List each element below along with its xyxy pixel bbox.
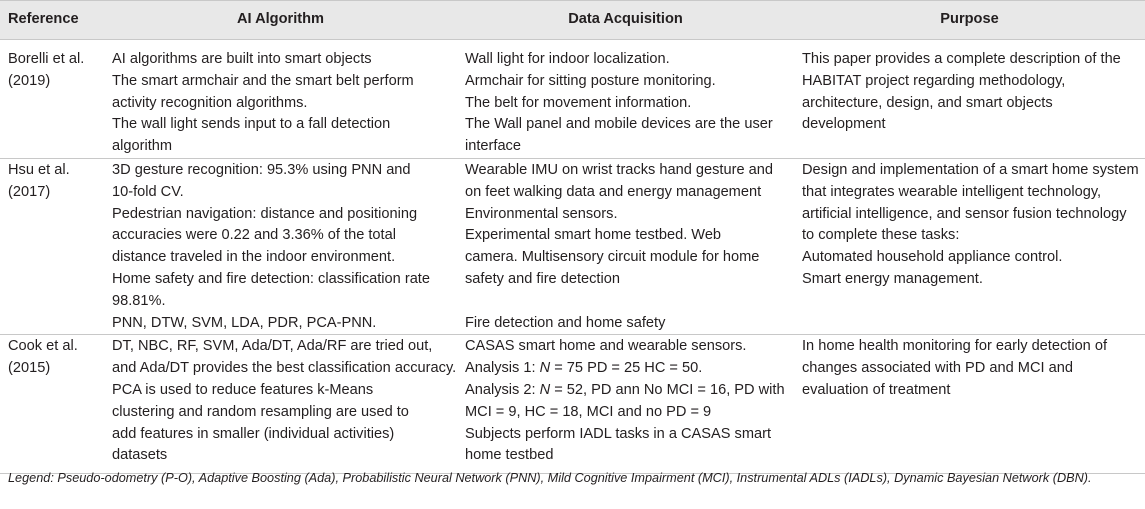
cell-line: Environmental sensors.: [465, 205, 618, 222]
cell-line: (2019): [8, 72, 51, 89]
cell-line: This paper provides a complete description of the: [802, 51, 1121, 67]
cell-line: activity recognition algorithms.: [112, 94, 308, 111]
cell-line: Pedestrian navigation: distance and positioning: [112, 205, 418, 222]
table-row: [0, 40, 1145, 159]
cell-line: Automated household appliance control.: [802, 249, 1063, 266]
cell-line: evaluation of treatment: [802, 381, 951, 398]
header-reference: Reference: [0, 1, 104, 40]
cell-line: to complete these tasks:: [802, 227, 960, 244]
cell-line: datasets: [112, 447, 168, 464]
cell-data-acquisition: [457, 335, 794, 474]
cell-line: Armchair for sitting posture monitoring.: [465, 72, 716, 89]
cell-line: (2017): [8, 183, 51, 200]
cell-line: add features in smaller (individual activities): [112, 425, 395, 442]
cell-line: Home safety and fire detection: classification rate: [112, 270, 430, 287]
cell-line: Analysis 1: N = 75 PD = 25 HC = 50.: [465, 360, 703, 377]
cell-purpose: [794, 158, 1145, 334]
cell-line: The Wall panel and mobile devices are the user: [465, 116, 773, 133]
table-body: [0, 40, 1145, 474]
cell-data-acquisition: [457, 40, 794, 159]
cell-data-acquisition: [457, 158, 794, 334]
cell-line: Subjects perform IADL tasks in a CASAS smart: [465, 425, 772, 442]
cell-line: The wall light sends input to a fall detection: [112, 116, 391, 133]
cell-line: PNN, DTW, SVM, LDA, PDR, PCA-PNN.: [112, 314, 377, 331]
table-row: [0, 158, 1145, 334]
cell-line: Fire detection and home safety: [465, 314, 666, 331]
cell-purpose: [794, 335, 1145, 474]
cell-line: HABITAT project regarding methodology,: [802, 72, 1066, 89]
cell-line: artificial intelligence, and sensor fusion technology: [802, 205, 1127, 222]
cell-line: 98.81%.: [112, 292, 166, 309]
cell-line: Hsu et al.: [8, 161, 70, 178]
header-data-acquisition: Data Acquisition: [457, 1, 794, 40]
table-row: [0, 335, 1145, 474]
cell-line: Wall light for indoor localization.: [465, 51, 670, 67]
cell-line: PCA is used to reduce features k-Means: [112, 381, 374, 398]
table-header: [0, 1, 1145, 40]
cell-line: Design and implementation of a smart home system: [802, 161, 1139, 178]
cell-line: AI algorithms are built into smart objects: [112, 51, 372, 67]
cell-line: development: [802, 116, 886, 133]
cell-line: Borelli et al.: [8, 51, 85, 67]
cell-line: The smart armchair and the smart belt perform: [112, 72, 414, 89]
cell-line: clustering and random resampling are used to: [112, 403, 409, 420]
cell-line: The belt for movement information.: [465, 94, 692, 111]
cell-line: [465, 291, 786, 313]
cell-line: accuracies were 0.22 and 3.36% of the total: [112, 227, 396, 244]
cell-line: architecture, design, and smart objects: [802, 94, 1053, 111]
cell-line: MCI = 9, HC = 18, MCI and no PD = 9: [465, 403, 712, 420]
cell-line: Analysis 2: N = 52, PD ann No MCI = 16, PD with: [465, 381, 785, 398]
cell-line: 3D gesture recognition: 95.3% using PNN and: [112, 161, 411, 178]
cell-purpose: [794, 40, 1145, 159]
cell-line: (2015): [8, 360, 51, 377]
cell-line: distance traveled in the indoor environment.: [112, 249, 396, 266]
cell-line: and Ada/DT provides the best classification accuracy.: [112, 360, 457, 377]
table-legend: Legend: Pseudo-odometry (P-O), Adaptive Boosting (Ada), Probabilistic Neural Network (PNN), Mild Cognitive Impairment (MCI), Instrumental ADLs (IADLs), Dynamic Bayesian Network (DBN).: [8, 471, 1092, 485]
cell-line: that integrates wearable intelligent technology,: [802, 183, 1102, 200]
cell-line: Cook et al.: [8, 338, 78, 355]
cell-line: on feet walking data and energy management: [465, 183, 762, 200]
cell-ai-algorithm: [104, 158, 457, 334]
cell-line: CASAS smart home and wearable sensors.: [465, 338, 747, 355]
header-purpose: Purpose: [794, 1, 1145, 40]
cell-reference: [0, 158, 104, 334]
header-ai-algorithm: AI Algorithm: [104, 1, 457, 40]
cell-line: algorithm: [112, 138, 173, 155]
cell-reference: [0, 40, 104, 159]
cell-line: camera. Multisensory circuit module for home: [465, 249, 760, 266]
cell-ai-algorithm: [104, 40, 457, 159]
cell-line: DT, NBC, RF, SVM, Ada/DT, Ada/RF are tried out,: [112, 338, 433, 355]
cell-line: In home health monitoring for early detection of: [802, 338, 1108, 355]
cell-line: interface: [465, 138, 521, 155]
cell-ai-algorithm: [104, 335, 457, 474]
cell-line: Smart energy management.: [802, 270, 983, 287]
cell-line: Wearable IMU on wrist tracks hand gesture and: [465, 161, 773, 178]
cell-line: Experimental smart home testbed. Web: [465, 227, 722, 244]
cell-line: home testbed: [465, 447, 554, 464]
cell-line: safety and fire detection: [465, 270, 620, 287]
cell-line: 10-fold CV.: [112, 183, 184, 200]
cell-line: changes associated with PD and MCI and: [802, 360, 1073, 377]
cell-reference: [0, 335, 104, 474]
